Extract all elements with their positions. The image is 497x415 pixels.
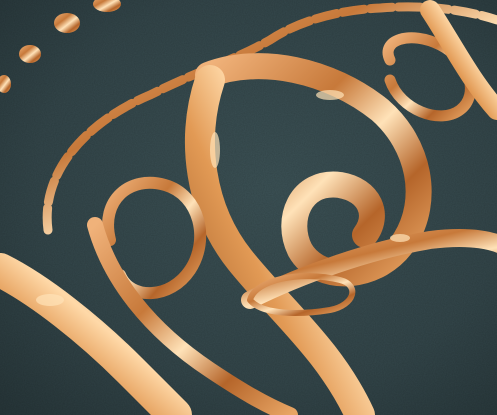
foil-dot xyxy=(54,13,80,33)
foil-glint xyxy=(316,90,344,100)
foil-glint xyxy=(210,132,220,168)
foil-glint xyxy=(36,294,64,306)
foil-dot xyxy=(19,45,41,63)
foil-glint xyxy=(390,234,410,242)
